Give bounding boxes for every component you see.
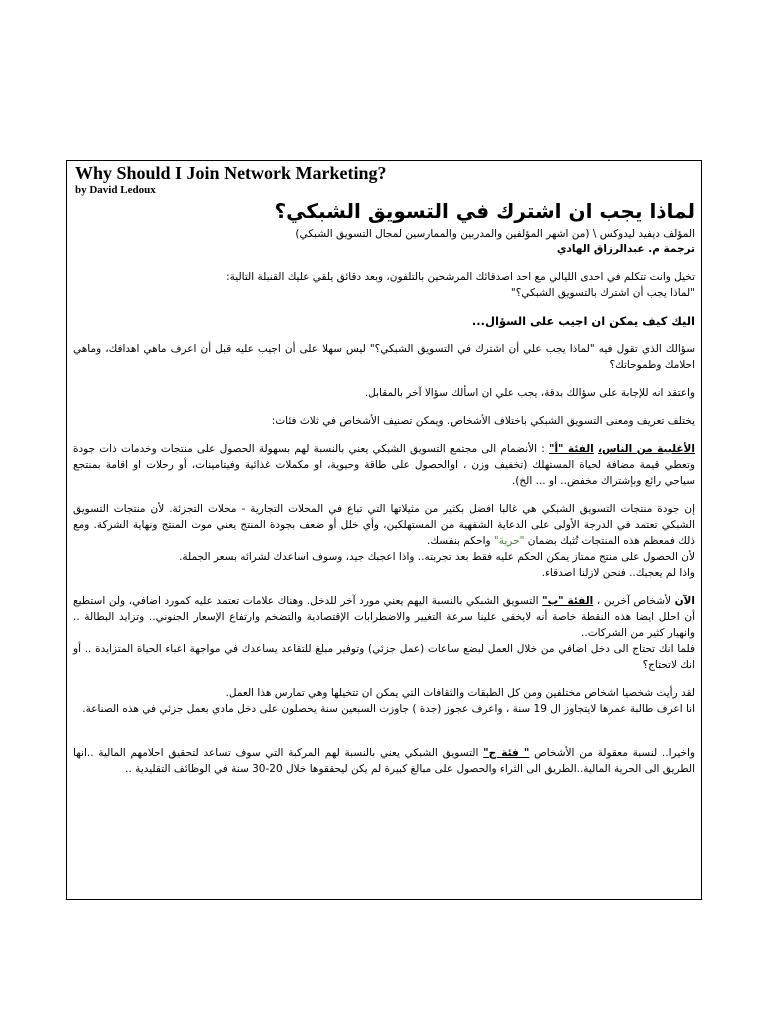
paragraph-category-a	[73, 441, 695, 489]
category-b-mid: لأشخاص آخرين ،	[596, 595, 671, 607]
arabic-body	[73, 227, 695, 777]
english-author: by David Ledoux	[75, 184, 156, 196]
category-a-text: : الأنضمام الى مجتمع التسويق الشبكي يعني بالنسبة لهم بسهولة الحصول على منتجات وخدمات ذات جودة وتعطي قيمة مضافة لحياة المستهلك (تخفيف وزن ، اوالحصول على طاقة وحيوية، او مكملات غذائية وفيتامينات، أو رحلات او اقامة بمنتجع سياحي رائع وبإشتراك مخفض.. او ... الخ).	[73, 443, 695, 487]
quality-tail: واحكم بنفسك.	[427, 535, 491, 547]
category-c-label: " فئة ج"	[483, 747, 530, 759]
paragraph-category-b-2: فلما انك تحتاج الى دخل اضافي من خلال العمل لبضع ساعات (عمل جزئي) وتوفير مبلغ للتقاعد يساعدك في مواجهة اعباء الحياة المتزايدة .. أو انك لاتحتاج؟	[73, 643, 695, 671]
paragraph-question: سؤالك الذي تقول فيه "لماذا يجب علي أن اشترك في التسويق الشبكي؟" ليس سهلا على أن اجيب عليه قبل أن اعرف ماهي اهدافك، وماهي احلامك وطموحاتك؟	[73, 343, 695, 371]
quality-text: إن جودة منتجات التسويق الشبكي هي غالبا افضل بكثير من مثيلاتها التي تباع في المحلات التجارية - محلات التجزئة. لأن منتجات التسويق الشبكي تعتمد في الدرجة الأولى على الدعاية الشفهية من المستهلكين، وأي خلل أو ضعف بجودة المنتج يعني موت المنتج ونهاية الشركة. ومع ذلك فمعظم هذه المنتجات تُثبك بضمان	[73, 503, 695, 547]
english-title: Why Should I Join Network Marketing?	[75, 163, 387, 183]
paragraph-quality-2: لأن الحصول على منتج ممتاز يمكن الحكم عليه فقط بعد تجربته.. واذا اعجبك جيد، وسوف اساعدك لشرائه بسعر الجملة.	[179, 551, 695, 563]
answer-heading: اليك كيف يمكن ان اجيب على السؤال...	[471, 314, 695, 328]
intro-line-1: تخيل وانت تتكلم في احدى الليالي مع احد اصدقائك المرشحين بالتلفون، وبعد دقائق يلقي عليك القنبلة التالية:	[226, 271, 695, 283]
paragraph-quality	[73, 501, 695, 549]
paragraph-categories: يختلف تعريف ومعنى التسويق الشبكي باختلاف الأشخاص. ويمكن تصنيف الأشخاص في ثلاث فئات:	[271, 415, 695, 427]
category-c-lead: واخيرا.. لنسبة معقولة من الأشخاص	[534, 747, 695, 759]
paragraph-category-c	[73, 745, 695, 777]
category-b-text: التسويق الشبكي بالنسبة اليهم يعني مورد آخر للدخل. وهناك علامات تعتمد عليه كمورد اضافي، ولن استطيع أن احلل ايضا هذه النقطة خاصة أنه لايخفى علينا سرعة التغيير والاضطرابات الإقتصادية والتضخم وارتفاع الإسعار الجنوني.. وتزايد البطالة .. وانهيار كثير من الشركات..	[73, 595, 695, 639]
intro-line-2: "لماذا يجب أن اشترك بالتسويق الشبكي؟"	[510, 287, 695, 299]
category-b-lead: الآن	[674, 595, 695, 607]
category-a-label: الفئة "أ"	[548, 443, 594, 455]
paragraph-people-1: لقد رأيت شخصيا اشخاص مختلفين ومن كل الطبقات والثقافات التي يمكن ان تتخيلها وهي تمارس هذا العمل.	[225, 687, 695, 699]
quality-keyword: "حرية"	[493, 535, 525, 547]
paragraph-people-2: انا اعرف طالبة عمرها لايتجاوز ال 19 سنة ، واعرف عجوز (جدة ) جاوزت السبعين سنة يحصلون على دخل مادي بعمل جزئي في هذه الصناعة.	[82, 703, 695, 715]
document-page	[66, 160, 702, 900]
arabic-title: لماذا يجب ان اشترك في التسويق الشبكي؟	[274, 199, 695, 223]
category-b-label: الفئة "ب"	[542, 595, 594, 607]
paragraph-ask: واعتقد انه للإجابة على سؤالك بدقة، يجب علي ان اسألك سؤالا آخر بالمقابل.	[364, 387, 695, 399]
author-line: المؤلف ديفيد ليدوكس \ (من اشهر المؤلفين والمدربين والممارسين لمجال التسويق الشبكي)	[295, 228, 695, 240]
translator-line: ترجمة م. عبدالرزاق الهادي	[556, 243, 695, 255]
category-a-lead: الأغلبية من الناس،	[597, 443, 695, 455]
paragraph-category-b	[73, 593, 695, 641]
paragraph-quality-3: واذا لم يعجبك.. فنحن لازلنا اصدقاء.	[541, 567, 695, 579]
category-c-text: التسويق الشبكي يعني بالنسبة لهم المركبة التي سوف تساعد لتحقيق احلامهم المالية ..انها الطريق الى الحرية المالية..الطريق الى الثراء والحصول على مبالغ كبيرة لم يكن ليحققوها خلال 20-30 سنة في الوظائف التقليدية ..	[73, 747, 695, 775]
